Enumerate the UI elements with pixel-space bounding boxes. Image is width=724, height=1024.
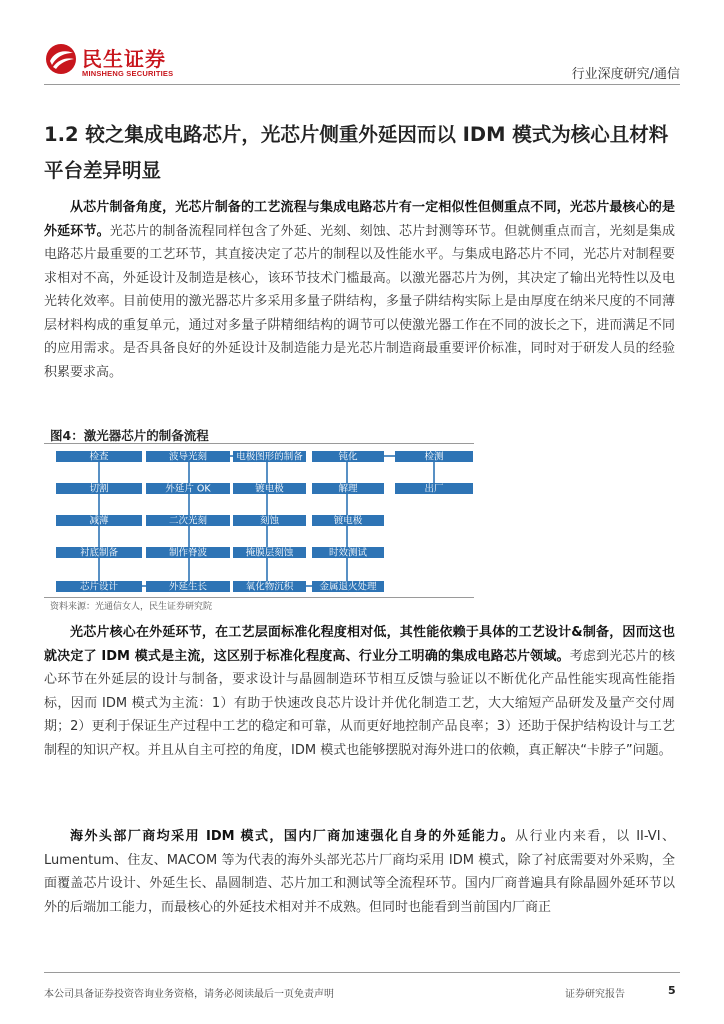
flow-step-label: 二次光刻 [168,515,208,527]
flow-step [146,451,230,463]
flow-step [233,547,306,559]
flow-step-label: 金属退火处理 [319,581,377,593]
flow-step [56,515,142,527]
flow-step-label: 衬底制备 [79,547,119,559]
flow-step [56,581,142,593]
flow-step-label: 刻蚀 [259,515,280,527]
logo-chinese-name: 民生证券 [82,47,166,71]
flow-step [395,483,473,495]
figure-title: 图4：激光器芯片的制备流程 [50,428,209,443]
flow-step-label: 外延生长 [168,581,208,593]
flow-step [312,581,384,593]
paragraph-3-body: 从行业内来看，以 II-VI、Lumentum、住友、MACOM 等为代表的海外头部光芯片厂商均采用 IDM 模式，除了衬底需要对外采购，全面覆盖芯片设计、外延生长、晶圆制造、芯片加工和测试等全流程环节。国内厂商普遍具有除晶圆外延环节以外的后端加工能力，而最核心的外延技术相对并不成熟。但同时也能看到当前国内厂商正 [44,829,675,915]
flow-step-label: 减薄 [89,515,109,527]
flow-step [233,581,306,593]
flow-step-label: 切割 [89,483,109,495]
flow-step-label: 氧化物沉积 [245,581,294,593]
header-divider [44,84,680,85]
flow-step-label: 镀电极 [333,515,363,527]
page-header [0,0,724,86]
paragraph-1 [44,196,675,384]
flow-step-label: 芯片设计 [79,581,119,593]
paragraph-2-body: 考虑到光芯片的核心环节在外延层的设计与制备，要求设计与晶圆制造环节相互反馈与验证以不断优化产品性能实现高性能指标，因而 IDM 模式为主流：1）有助于快速改良芯片设计并优化制造工艺，大大缩短产品研发及量产交付周期；2）更利于保证生产过程中工艺的稳定和可靠，从而更好地控制产品良率；3）还助于保护结构设计与工艺制程的知识产权。并且从自主可控的角度，IDM 模式也能够摆脱对海外进口的依赖，真正解决“卡脖子”问题。 [44,648,675,758]
flow-step [395,451,473,463]
footer-divider [44,972,680,973]
flow-step [146,483,230,495]
flow-step-label: 解理 [338,483,358,495]
flow-step [312,451,384,463]
process-flow-diagram [44,444,474,596]
flow-step [312,515,384,527]
flow-step [56,451,142,463]
flow-step-label: 掩膜层刻蚀 [245,547,294,559]
flow-step [233,483,306,495]
flow-step [56,547,142,559]
flow-step-label: 波导光刻 [168,451,208,463]
paragraph-2 [44,621,675,762]
paragraph-3-lead: 海外头部厂商均采用 IDM 模式，国内厂商加速强化自身的外延能力。 [70,829,516,844]
flow-step-label: 外延片 OK [165,483,211,495]
footer-disclaimer: 本公司具备证券投资咨询业务资格，请务必阅读最后一页免责声明 [44,989,334,1000]
paragraph-2-lead: 光芯片核心在外延环节，在工艺层面标准化程度相对低，其性能依赖于具体的工艺设计&制备，因而这也就决定了 IDM 模式是主流，这区别于标准化程度高、行业分工明确的集成电路芯片领域。 [44,625,675,664]
flow-step-label: 电极图形的制备 [236,451,303,463]
flow-step-label: 检查 [89,451,109,463]
flow-step [312,547,384,559]
section-title: 1.2 较之集成电路芯片，光芯片侧重外延因而以 IDM 模式为核心且材料平台差异明显 [44,123,669,182]
flow-boxes [56,451,473,593]
figure-source: 资料来源：光通信女人，民生证券研究院 [50,602,213,612]
paragraph-3 [44,825,675,919]
flow-step-label: 钝化 [338,451,358,463]
flow-step-label: 时效测试 [328,547,368,559]
flow-step-label: 镀电极 [255,483,284,495]
page-number: 5 [668,984,676,997]
flow-step [233,451,306,463]
figure-bottom-rule [44,597,474,598]
paragraph-1-body: 光芯片的制备流程同样包含了外延、光刻、刻蚀、芯片封测等环节。但就侧重点而言，光刻是集成电路芯片最重要的工艺环节，其直接决定了芯片的制程以及性能水平。与集成电路芯片不同，光芯片对制程要求相对不高，外延设计及制造是核心，该环节技术门槛最高。以激光器芯片为例，其决定了输出光特性以及电光转化效率。目前使用的激光器芯片多采用多量子阱结构，多量子阱结构实际上是由厚度在纳米尺度的不同薄层材料构成的重复单元，通过对多量子阱精细结构的调节可以使激光器工作在不同的波长之下，进而满足不同的应用需求。是否具备良好的外延设计及制造能力是光芯片制造商最重要评价标准，同时对于研发人员的经验积累要求高。 [44,223,675,380]
flow-step [146,547,230,559]
minsheng-logo [44,42,184,82]
flow-step [56,483,142,495]
flow-step [146,581,230,593]
flow-step-label: 检测 [424,451,444,463]
logo-english-name: MINSHENG SECURITIES [82,69,174,78]
report-category: 行业深度研究/通信 [571,67,680,82]
flow-step-label: 制作脊波 [168,547,208,559]
footer-report-label: 证券研究报告 [565,989,625,1000]
flow-step [146,515,230,527]
flow-step [233,515,306,527]
flow-step-label: 出厂 [424,483,444,495]
paragraph-1-lead: 从芯片制备角度，光芯片制备的工艺流程与集成电路芯片有一定相似性但侧重点不同，光芯片最核心的是外延环节。 [44,200,675,239]
flow-step [312,483,384,495]
minsheng-logo-icon [44,42,78,76]
